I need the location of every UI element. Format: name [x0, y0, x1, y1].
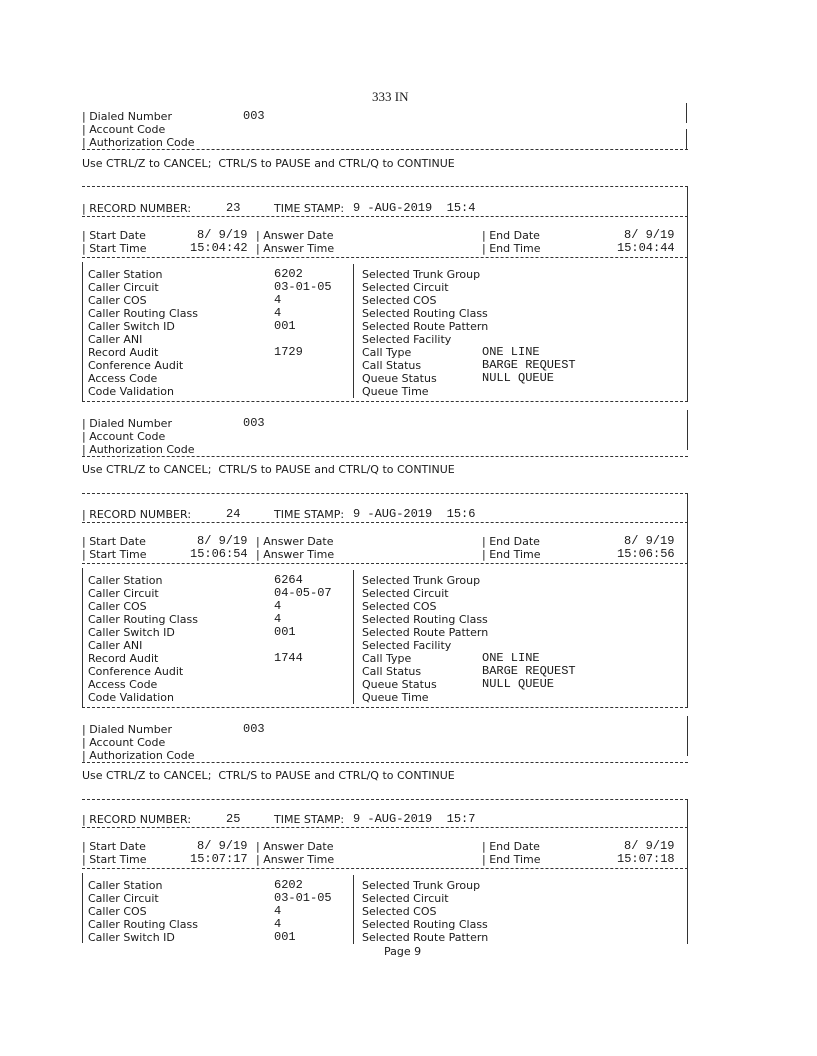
frame-right-border [687, 799, 688, 944]
divider [82, 762, 688, 763]
divider [82, 493, 688, 494]
caller-switch-id-label: Caller Switch ID [88, 320, 175, 333]
queue-status-value: NULL QUEUE [482, 677, 555, 691]
conference-audit-label: Conference Audit [88, 359, 184, 372]
time-stamp-label: TIME STAMP: [274, 508, 345, 521]
start-date-label: | Start Date [82, 535, 146, 548]
dialed-number-label: | Dialed Number [82, 417, 172, 430]
record-number-label: | RECORD NUMBER: [82, 813, 192, 826]
time-stamp-label: TIME STAMP: [274, 813, 345, 826]
end-date-value: 8/ 9/19 [624, 534, 675, 548]
caller-routing-class-value: 4 [274, 306, 282, 320]
call-type-value: ONE LINE [482, 345, 540, 359]
end-date-value: 8/ 9/19 [624, 228, 675, 242]
caller-cos-value: 4 [274, 599, 282, 613]
selected-facility-label: Selected Facility [362, 333, 452, 346]
record-number-value: 24 [226, 507, 241, 521]
selected-routing-class-label: Selected Routing Class [362, 307, 488, 320]
frame-left-border [82, 873, 83, 943]
end-time-label: | End Time [482, 242, 541, 255]
answer-date-label: | Answer Date [256, 535, 334, 548]
caller-routing-class-label: Caller Routing Class [88, 613, 198, 626]
divider [82, 868, 688, 869]
control-prompt: Use CTRL/Z to CANCEL; CTRL/S to PAUSE and CTRL/Q to CONTINUE [82, 157, 455, 170]
account-code-label: | Account Code [82, 736, 166, 749]
end-date-label: | End Date [482, 535, 540, 548]
dialed-number-label: | Dialed Number [82, 723, 172, 736]
record-number-value: 23 [226, 201, 241, 215]
caller-ani-label: Caller ANI [88, 333, 143, 346]
account-code-label: | Account Code [82, 123, 166, 136]
dialed-number-value: 003 [243, 416, 265, 430]
queue-time-label: Queue Time [362, 385, 429, 398]
end-time-value: 15:06:56 [617, 547, 675, 561]
start-date-label: | Start Date [82, 229, 146, 242]
selected-routing-class-label: Selected Routing Class [362, 918, 488, 931]
start-time-label: | Start Time [82, 242, 147, 255]
record-number-value: 25 [226, 812, 241, 826]
column-divider [353, 570, 354, 704]
caller-cos-label: Caller COS [88, 294, 147, 307]
caller-circuit-label: Caller Circuit [88, 587, 159, 600]
caller-cos-label: Caller COS [88, 600, 147, 613]
caller-cos-label: Caller COS [88, 905, 147, 918]
frame-right-border [687, 410, 688, 450]
call-status-value: BARGE REQUEST [482, 664, 576, 678]
divider [82, 401, 688, 402]
caller-circuit-label: Caller Circuit [88, 281, 159, 294]
selected-trunk-group-label: Selected Trunk Group [362, 268, 481, 281]
divider [82, 149, 688, 150]
call-type-label: Call Type [362, 346, 412, 359]
caller-ani-label: Caller ANI [88, 639, 143, 652]
start-time-label: | Start Time [82, 853, 147, 866]
caller-circuit-value: 03-01-05 [274, 280, 332, 294]
selected-route-pattern-label: Selected Route Pattern [362, 320, 489, 333]
frame-right-border [686, 103, 687, 123]
end-date-label: | End Date [482, 840, 540, 853]
frame-left-border [82, 262, 83, 402]
selected-circuit-label: Selected Circuit [362, 281, 449, 294]
selected-trunk-group-label: Selected Trunk Group [362, 574, 481, 587]
record-audit-value: 1729 [274, 345, 303, 359]
caller-circuit-value: 04-05-07 [274, 586, 332, 600]
record-audit-value: 1744 [274, 651, 303, 665]
call-type-value: ONE LINE [482, 651, 540, 665]
selected-circuit-label: Selected Circuit [362, 587, 449, 600]
control-prompt: Use CTRL/Z to CANCEL; CTRL/S to PAUSE and CTRL/Q to CONTINUE [82, 769, 455, 782]
queue-status-label: Queue Status [362, 372, 437, 385]
divider [82, 799, 688, 800]
column-divider [353, 875, 354, 944]
start-date-value: 8/ 9/19 [197, 839, 248, 853]
selected-cos-label: Selected COS [362, 905, 437, 918]
answer-date-label: | Answer Date [256, 229, 334, 242]
divider [82, 257, 688, 258]
frame-right-border [687, 186, 688, 401]
caller-station-value: 6202 [274, 267, 303, 281]
caller-routing-class-label: Caller Routing Class [88, 307, 198, 320]
end-date-value: 8/ 9/19 [624, 839, 675, 853]
answer-time-label: | Answer Time [256, 548, 335, 561]
authorization-code-label: | Authorization Code [82, 136, 195, 149]
divider [82, 456, 688, 457]
queue-time-label: Queue Time [362, 691, 429, 704]
selected-facility-label: Selected Facility [362, 639, 452, 652]
start-date-value: 8/ 9/19 [197, 534, 248, 548]
page-header: 333 IN [372, 89, 409, 104]
caller-circuit-label: Caller Circuit [88, 892, 159, 905]
end-date-label: | End Date [482, 229, 540, 242]
caller-switch-id-value: 001 [274, 625, 296, 639]
column-divider [353, 264, 354, 398]
record-number-label: | RECORD NUMBER: [82, 202, 192, 215]
queue-status-value: NULL QUEUE [482, 371, 555, 385]
access-code-label: Access Code [88, 372, 158, 385]
end-time-value: 15:07:18 [617, 852, 675, 866]
selected-cos-label: Selected COS [362, 294, 437, 307]
start-time-value: 15:07:17 [190, 852, 248, 866]
caller-station-label: Caller Station [88, 574, 163, 587]
answer-date-label: | Answer Date [256, 840, 334, 853]
queue-status-label: Queue Status [362, 678, 437, 691]
caller-station-label: Caller Station [88, 879, 163, 892]
time-stamp-value: 9 -AUG-2019 15:7 [353, 812, 476, 826]
frame-right-border [686, 129, 687, 149]
caller-station-value: 6202 [274, 878, 303, 892]
end-time-label: | End Time [482, 853, 541, 866]
selected-route-pattern-label: Selected Route Pattern [362, 931, 489, 944]
record-number-label: | RECORD NUMBER: [82, 508, 192, 521]
start-date-value: 8/ 9/19 [197, 228, 248, 242]
selected-circuit-label: Selected Circuit [362, 892, 449, 905]
authorization-code-label: | Authorization Code [82, 443, 195, 456]
caller-station-value: 6264 [274, 573, 303, 587]
time-stamp-value: 9 -AUG-2019 15:4 [353, 201, 476, 215]
caller-routing-class-value: 4 [274, 612, 282, 626]
end-time-value: 15:04:44 [617, 241, 675, 255]
answer-time-label: | Answer Time [256, 853, 335, 866]
divider [82, 827, 688, 828]
divider [82, 707, 688, 708]
page-number: Page 9 [384, 945, 422, 958]
selected-trunk-group-label: Selected Trunk Group [362, 879, 481, 892]
record-audit-label: Record Audit [88, 652, 159, 665]
caller-switch-id-value: 001 [274, 319, 296, 333]
caller-routing-class-label: Caller Routing Class [88, 918, 198, 931]
start-time-label: | Start Time [82, 548, 147, 561]
call-type-label: Call Type [362, 652, 412, 665]
caller-switch-id-value: 001 [274, 930, 296, 944]
caller-switch-id-label: Caller Switch ID [88, 931, 175, 944]
dialed-number-label: | Dialed Number [82, 110, 172, 123]
caller-cos-value: 4 [274, 293, 282, 307]
divider [82, 522, 688, 523]
access-code-label: Access Code [88, 678, 158, 691]
frame-right-border [687, 493, 688, 708]
divider [82, 216, 688, 217]
caller-cos-value: 4 [274, 904, 282, 918]
call-status-label: Call Status [362, 359, 422, 372]
call-status-label: Call Status [362, 665, 422, 678]
dialed-number-value: 003 [243, 109, 265, 123]
divider [82, 563, 688, 564]
control-prompt: Use CTRL/Z to CANCEL; CTRL/S to PAUSE and CTRL/Q to CONTINUE [82, 463, 455, 476]
code-validation-label: Code Validation [88, 691, 174, 704]
frame-left-border [82, 568, 83, 708]
selected-route-pattern-label: Selected Route Pattern [362, 626, 489, 639]
end-time-label: | End Time [482, 548, 541, 561]
time-stamp-value: 9 -AUG-2019 15:6 [353, 507, 476, 521]
selected-routing-class-label: Selected Routing Class [362, 613, 488, 626]
code-validation-label: Code Validation [88, 385, 174, 398]
frame-right-border [687, 716, 688, 756]
selected-cos-label: Selected COS [362, 600, 437, 613]
answer-time-label: | Answer Time [256, 242, 335, 255]
caller-routing-class-value: 4 [274, 917, 282, 931]
time-stamp-label: TIME STAMP: [274, 202, 345, 215]
call-status-value: BARGE REQUEST [482, 358, 576, 372]
caller-switch-id-label: Caller Switch ID [88, 626, 175, 639]
record-audit-label: Record Audit [88, 346, 159, 359]
divider [82, 186, 688, 187]
dialed-number-value: 003 [243, 722, 265, 736]
caller-station-label: Caller Station [88, 268, 163, 281]
start-date-label: | Start Date [82, 840, 146, 853]
account-code-label: | Account Code [82, 430, 166, 443]
conference-audit-label: Conference Audit [88, 665, 184, 678]
caller-circuit-value: 03-01-05 [274, 891, 332, 905]
authorization-code-label: | Authorization Code [82, 749, 195, 762]
start-time-value: 15:06:54 [190, 547, 248, 561]
start-time-value: 15:04:42 [190, 241, 248, 255]
